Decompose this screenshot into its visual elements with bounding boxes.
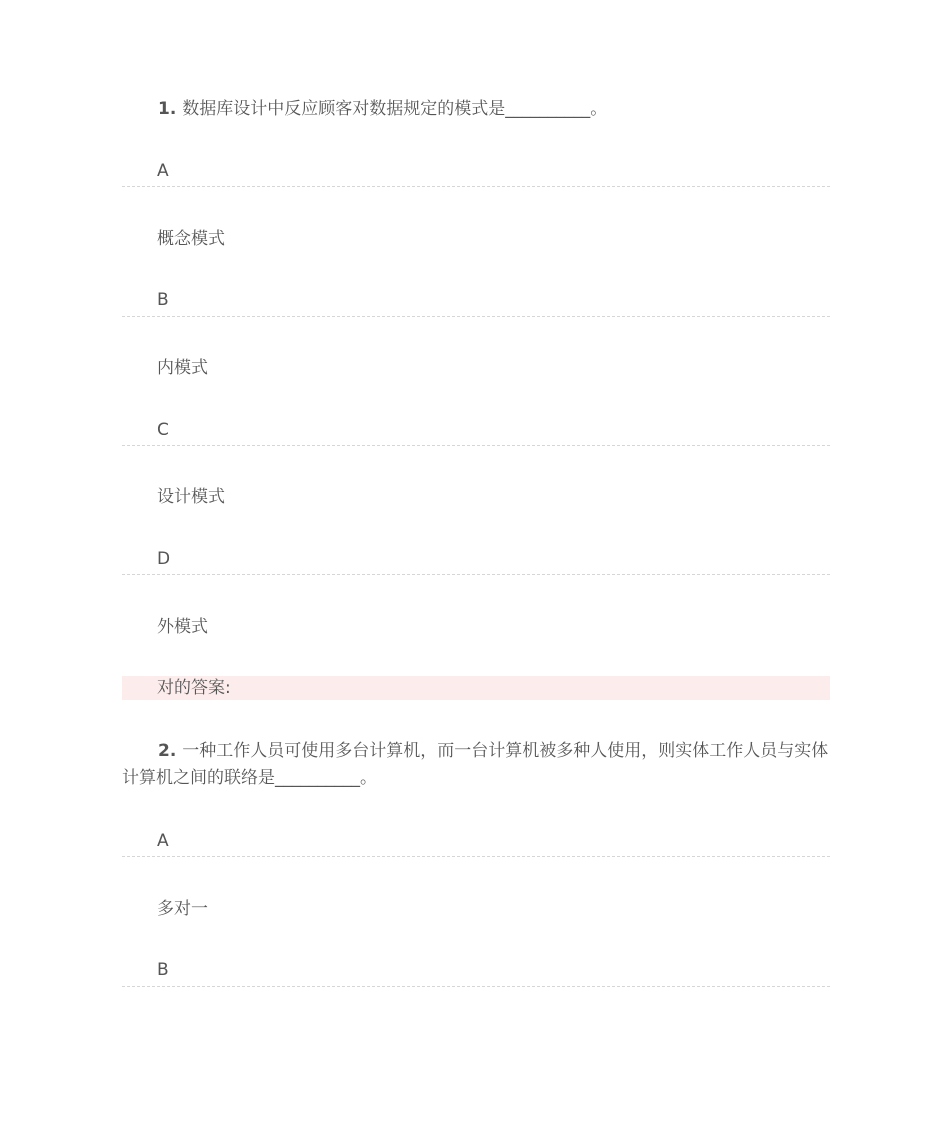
divider — [122, 445, 830, 446]
q2-option-a-text: 多对一 — [157, 899, 208, 919]
q1-option-d-letter: D — [157, 549, 171, 569]
question-2 — [122, 738, 830, 792]
q1-option-a-text: 概念模式 — [157, 229, 225, 249]
divider — [122, 574, 830, 575]
q1-option-c-letter: C — [157, 420, 169, 440]
q2-option-b-letter: B — [157, 960, 169, 980]
q1-option-b-letter: B — [157, 290, 169, 310]
divider — [122, 316, 830, 317]
q1-answer-label: 对的答案: — [157, 678, 231, 698]
question-1-number: 1. — [158, 99, 177, 119]
divider — [122, 186, 830, 187]
question-2-text: 一种工作人员可使用多台计算机，而一台计算机被多种人使用，则实体工作人员与实体计算机之间的联络是__________。 — [122, 741, 829, 788]
q2-option-a-letter: A — [157, 831, 169, 851]
q1-option-d-text: 外模式 — [157, 617, 208, 637]
question-1-text: 数据库设计中反应顾客对数据规定的模式是__________。 — [182, 99, 608, 119]
q1-option-b-text: 内模式 — [157, 358, 208, 378]
q1-option-c-text: 设计模式 — [157, 487, 225, 507]
divider — [122, 986, 830, 987]
divider — [122, 856, 830, 857]
question-2-number: 2. — [158, 741, 177, 761]
q1-option-a-letter: A — [157, 161, 169, 181]
question-1 — [122, 96, 830, 123]
